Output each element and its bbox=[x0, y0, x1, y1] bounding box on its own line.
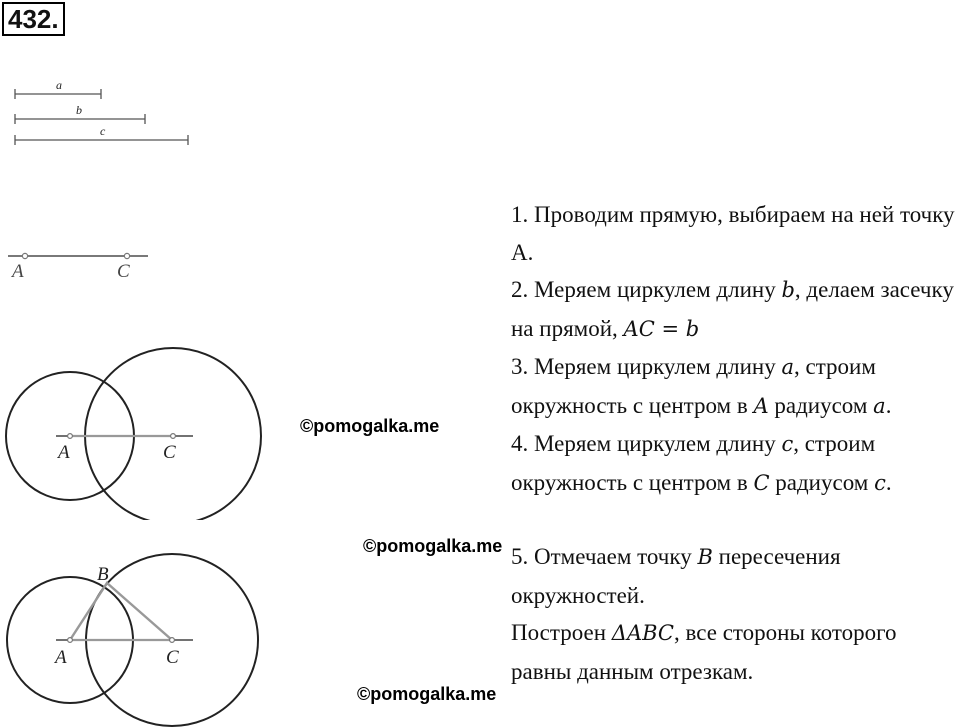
solution-steps bbox=[511, 196, 956, 690]
step-1: 1. Проводим прямую, выбираем на ней точку A. bbox=[511, 202, 955, 265]
point-c bbox=[124, 253, 129, 258]
step-2: 2. Меряем циркулем длину b, делаем засечку на прямой, AC = b bbox=[511, 277, 954, 341]
point-a bbox=[22, 253, 27, 258]
problem-number: 432. bbox=[2, 2, 65, 36]
triangle-abc-figure bbox=[0, 545, 260, 727]
two-circles-figure bbox=[0, 340, 270, 520]
point-b-label: B bbox=[97, 564, 109, 585]
given-segments-figure bbox=[8, 70, 198, 152]
point-c-label: C bbox=[166, 647, 179, 668]
conclusion: Построен ΔABC, все стороны которого равны данным отрезкам. bbox=[511, 620, 897, 684]
watermark: ©pomogalka.me bbox=[363, 536, 503, 556]
point-c-label: C bbox=[163, 442, 176, 463]
segment-b-label: b bbox=[76, 103, 82, 117]
point-c-label: C bbox=[117, 261, 130, 282]
point-a-label: A bbox=[55, 647, 67, 668]
segment-a-label: a bbox=[56, 78, 62, 92]
watermark: ©pomogalka.me bbox=[357, 684, 497, 704]
segment-c-label: c bbox=[100, 124, 106, 138]
step-5: 5. Отмечаем точку B пересечения окружностей. bbox=[511, 544, 841, 608]
step-3: 3. Меряем циркулем длину a, строим окружность с центром в A радиусом a. bbox=[511, 354, 892, 418]
step-4: 4. Меряем циркулем длину c, строим окружность с центром в C радиусом c. bbox=[511, 431, 892, 495]
watermark: ©pomogalka.me bbox=[300, 416, 440, 436]
line-ac-figure bbox=[0, 225, 170, 295]
point-a-label: A bbox=[58, 442, 70, 463]
point-a-label: A bbox=[12, 261, 24, 282]
